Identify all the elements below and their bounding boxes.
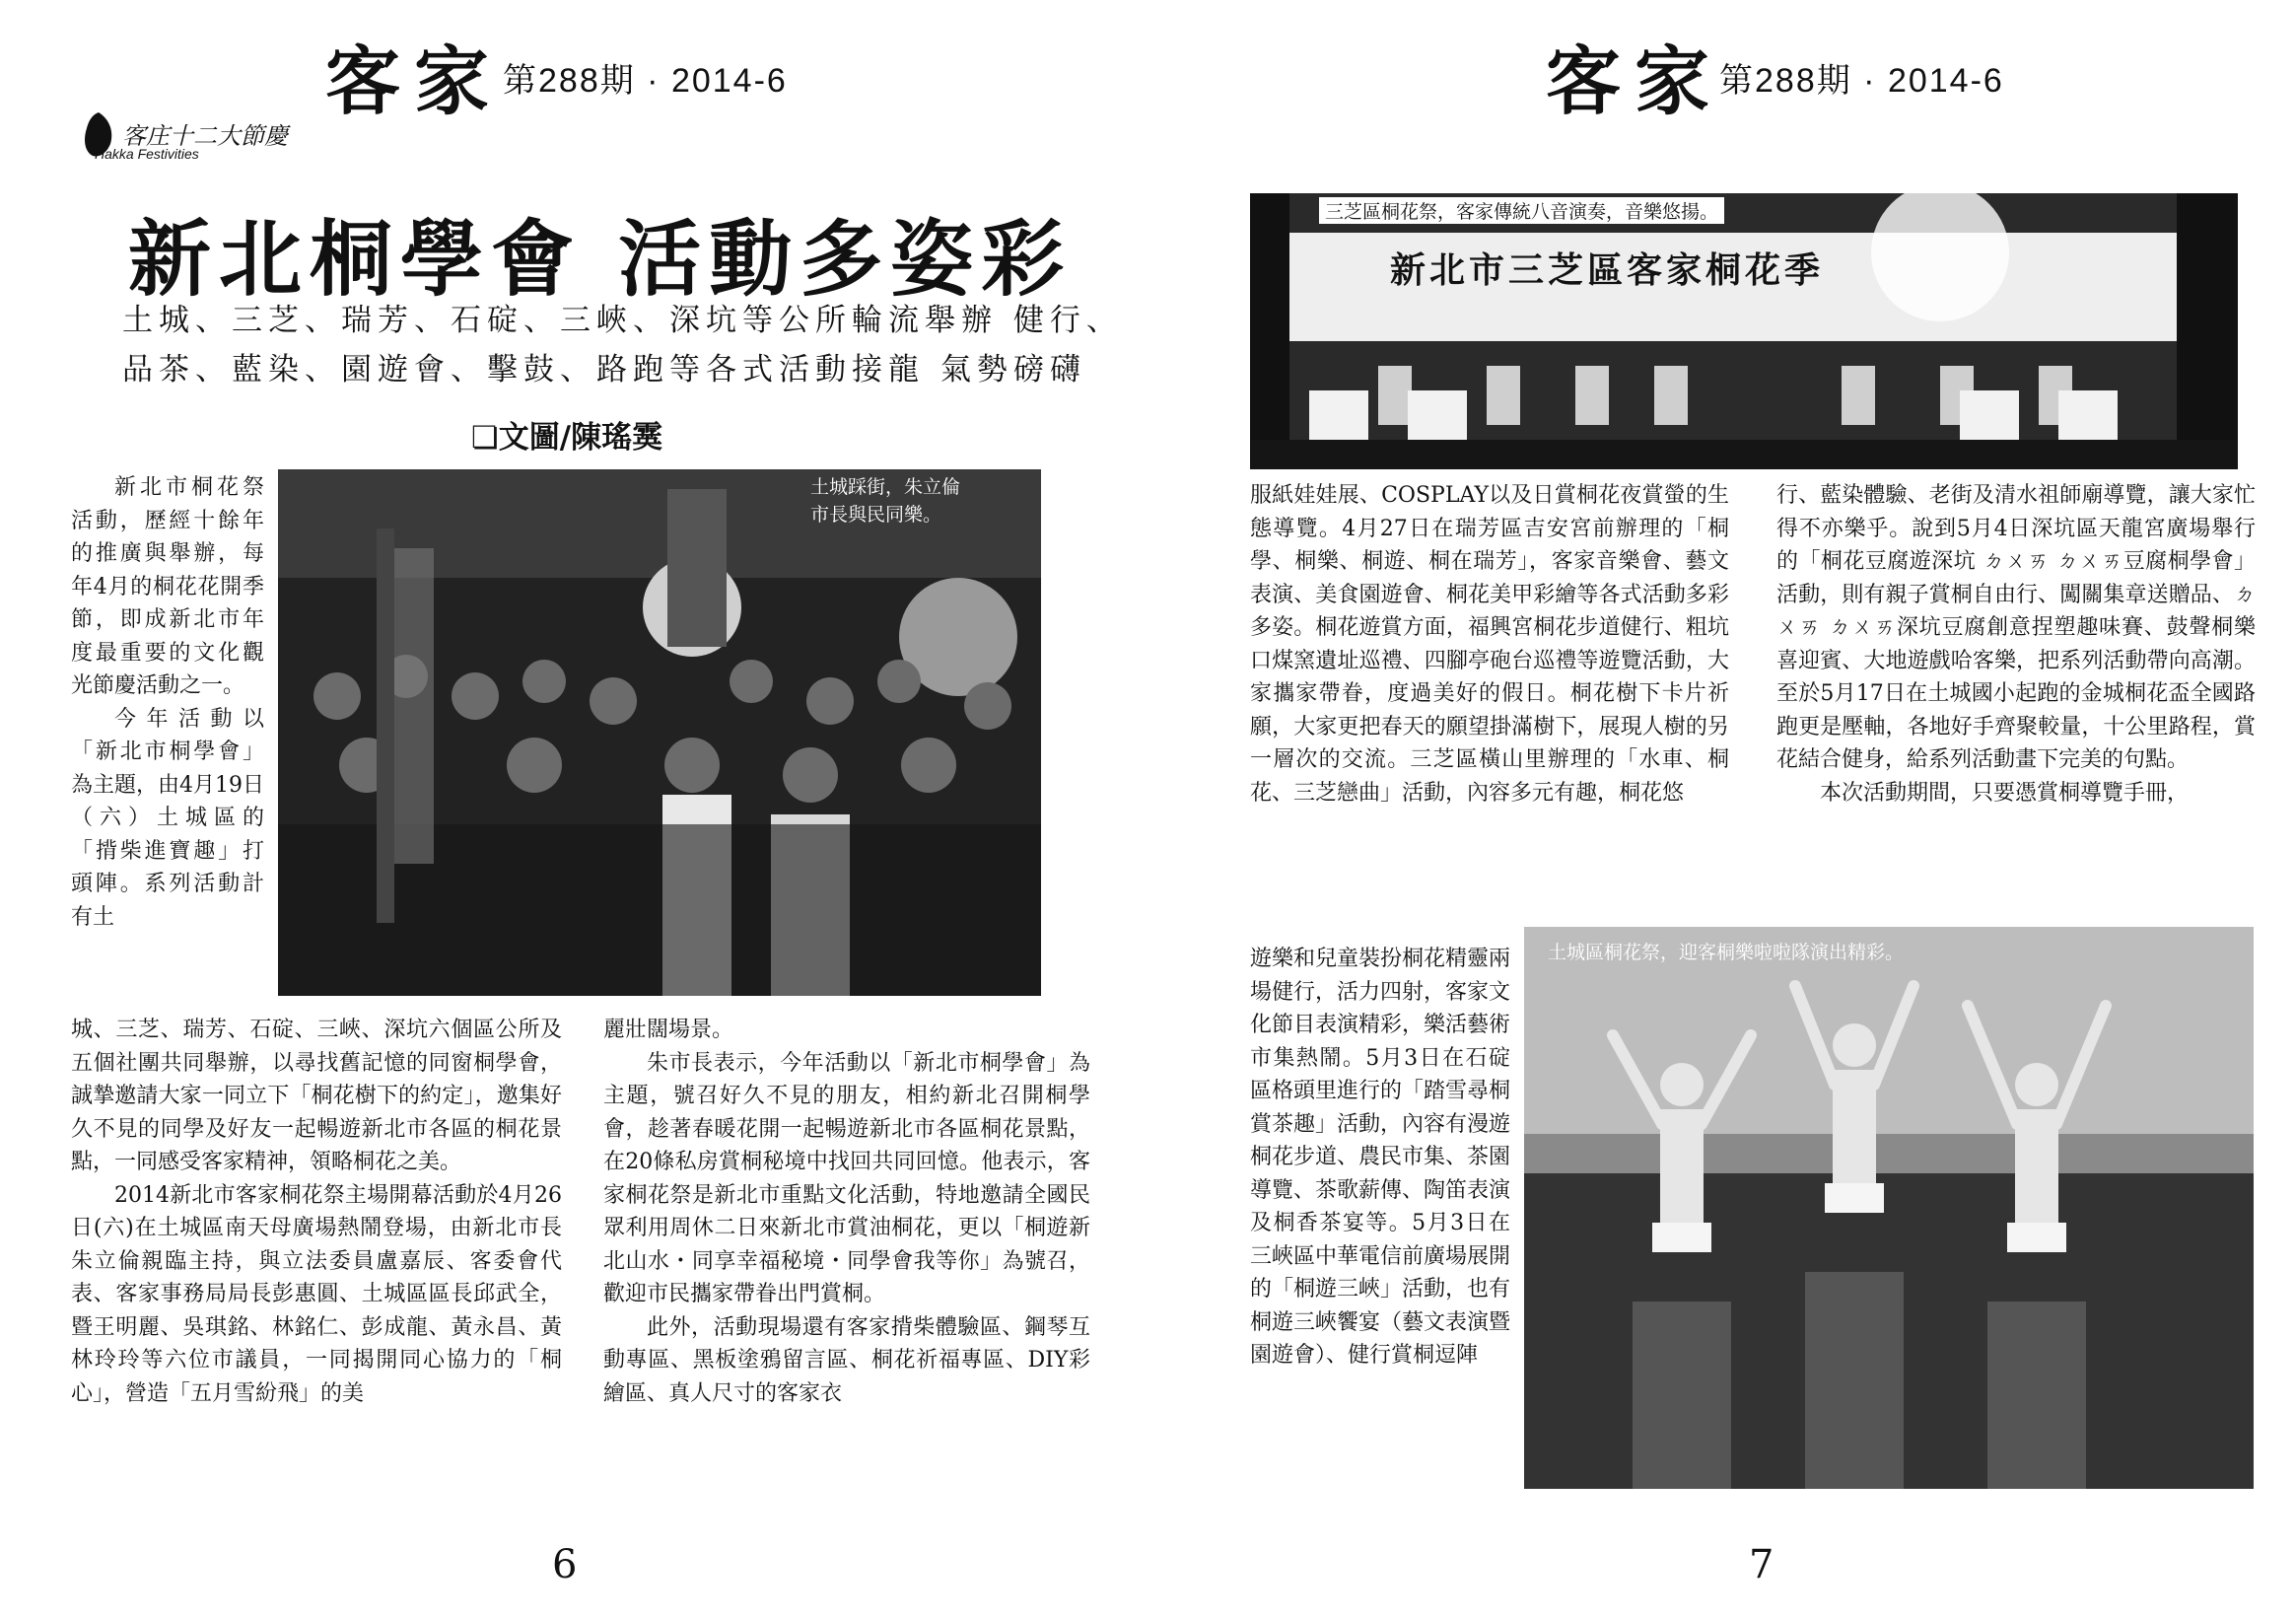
masthead-logo: 客家 [325,37,503,125]
music-photo [1250,193,2238,469]
cheer-photo [1524,927,2254,1489]
subheadline-line: 品茶、藍染、園遊會、擊鼓、路跑等各式活動接龍 氣勢磅礴 [122,352,1086,387]
paragraph: 新北市桐花祭活動，歷經十餘年的推廣與舉辦，每年4月的桐花花開季節，即成新北市年度最重要的文化觀光節慶活動之一。 [71,475,264,698]
paragraph: 服紙娃娃展、COSPLAY以及日賞桐花夜賞螢的生態導覽。4月27日在瑞芳區吉安宮前辦理的「桐學、桐樂、桐遊、桐在瑞芳」，客家音樂會、藝文表演、美食園遊會、桐花美甲彩繪等各式活動多彩多姿。桐花遊賞方面，福興宮桐花步道健行、粗坑口煤窯遺址巡禮、四腳亭砲台巡禮等遊覽活動，大家攜家帶眷，度過美好的假日。桐花樹下卡片祈願，大家更把春天的願望掛滿樹下，展現人樹的另一層次的交流。三芝區橫山里辦理的「水車、桐花、三芝戀曲」活動，內容多元有趣，桐花悠 [1250,483,1729,806]
left-col2 [603,1014,1090,1410]
photo-caption [810,473,960,528]
issue-label: 第288期 · 2014-6 [503,62,788,100]
paragraph: 此外，活動現場還有客家揹柴體驗區、鋼琴互動專區、黑板塗鴉留言區、桐花祈福專區、DIY彩繪區、真人尺寸的客家衣 [603,1314,1090,1406]
festival-logo-sub: Hakka Festivities [95,146,199,162]
paragraph: 2014新北市客家桐花祭主場開幕活動於4月26日(六)在土城區南天母廣場熱鬧登場，由新北市長朱立倫親臨主持，與立法委員盧嘉辰、客委會代表、客家事務局局長彭惠圓、土城區區長邱武全，暨王明麗、吳琪銘、林銘仁、彭成龍、黃永昌、黃林玲玲等六位市議員，一同揭開同心協力的「桐心」，營造「五月雪紛飛」的美 [71,1182,562,1406]
paragraph: 遊樂和兒童裝扮桐花精靈兩場健行，活力四射，客家文化節目表演精彩，樂活藝術市集熱鬧。5月3日在石碇區格頭里進行的「踏雪尋桐賞茶趣」活動，內容有漫遊桐花步道、農民市集、茶園導覽、茶歌薪傳、陶笛表演及桐香茶宴等。5月3日在三峽區中華電信前廣場展開的「桐遊三峽」活動，也有桐遊三峽饗宴（藝文表演暨園遊會）、健行賞桐逗陣 [1250,947,1511,1368]
paragraph: 本次活動期間，只要憑賞桐導覽手冊， [1820,780,2190,806]
top-photo-caption: 三芝區桐花祭，客家傳統八音演奏，音樂悠揚。 [1319,197,1724,224]
right-col2 [1776,479,2256,810]
festival-logo [77,110,288,164]
festival-logo-text: 客庄十二大節慶 [122,122,288,150]
issue-label: 第288期 · 2014-6 [1719,62,2004,100]
bottom-photo-caption: 土城區桐花祭，迎客桐樂啦啦隊演出精彩。 [1548,942,1905,963]
subheadline-line: 土城、三芝、瑞芳、石碇、三峽、深坑等公所輪流舉辦 健行、 [122,303,1123,338]
paragraph: 城、三芝、瑞芳、石碇、三峽、深坑六個區公所及五個社團共同舉辦，以尋找舊記憶的同窗桐學會，誠摯邀請大家一同立下「桐花樹下的約定」，邀集好久不見的同學及好友一起暢遊新北市各區的桐花景點，一同感受客家精神，領略桐花之美。 [71,1018,562,1174]
right-col1-top [1250,479,1729,810]
masthead-logo: 客家 [1546,37,1723,125]
headline: 新北桐學會 活動多姿彩 [128,211,1073,308]
stage-banner: 新北市三芝區客家桐花季 [1390,249,1825,291]
parade-photo [278,469,1041,996]
paragraph: 行、藍染體驗、老街及清水祖師廟導覽，讓大家忙得不亦樂乎。說到5月4日深坑區天龍宮廣場舉行的「桐花豆腐遊深坑 ㄉㄨㄞ ㄉㄨㄞ豆腐桐學會」活動，則有親子賞桐自由行、闖關集章送贈品、ㄉㄨㄞ ㄉㄨㄞ深坑豆腐創意捏塑趣味賽、鼓聲桐樂喜迎賓、大地遊戲哈客樂，把系列活動帶向高潮。至於5月17日在土城國小起跑的金城桐花盃全國路跑更是壓軸，各地好手齊聚較量，十公里路程，賞花結合健身，給系列活動畫下完美的句點。 [1776,483,2256,772]
photo-caption-line: 土城踩街，朱立倫 [810,476,961,498]
page-number: 7 [1749,1542,1774,1587]
right-col1-bottom [1250,943,1510,1373]
byline: ❏文圖/陳瑤霙 [471,420,663,456]
photo-caption-line: 市長與民同樂。 [810,504,942,526]
paragraph: 今年活動以「新北市桐學會」為主題，由4月19日（六）土城區的「揹柴進寶趣」打頭陣。系列活動計有土 [71,706,264,930]
subheadline [122,296,1123,394]
paragraph: 朱市長表示，今年活動以「新北市桐學會」為主題，號召好久不見的朋友，相約新北召開桐學會，趁著春暖花開一起暢遊新北市各區桐花景點，在20條私房賞桐秘境中找回共同回憶。他表示，客家桐花祭是新北市重點文化活動，特地邀請全國民眾利用周休二日來新北市賞油桐花，更以「桐遊新北山水・同享幸福秘境・同學會我等你」為號召，歡迎市民攜家帶眷出門賞桐。 [603,1050,1090,1306]
left-col1-top [71,471,264,934]
paragraph: 麗壯闊場景。 [603,1018,734,1042]
left-col1-bottom [71,1014,562,1410]
page-number: 6 [552,1542,578,1587]
